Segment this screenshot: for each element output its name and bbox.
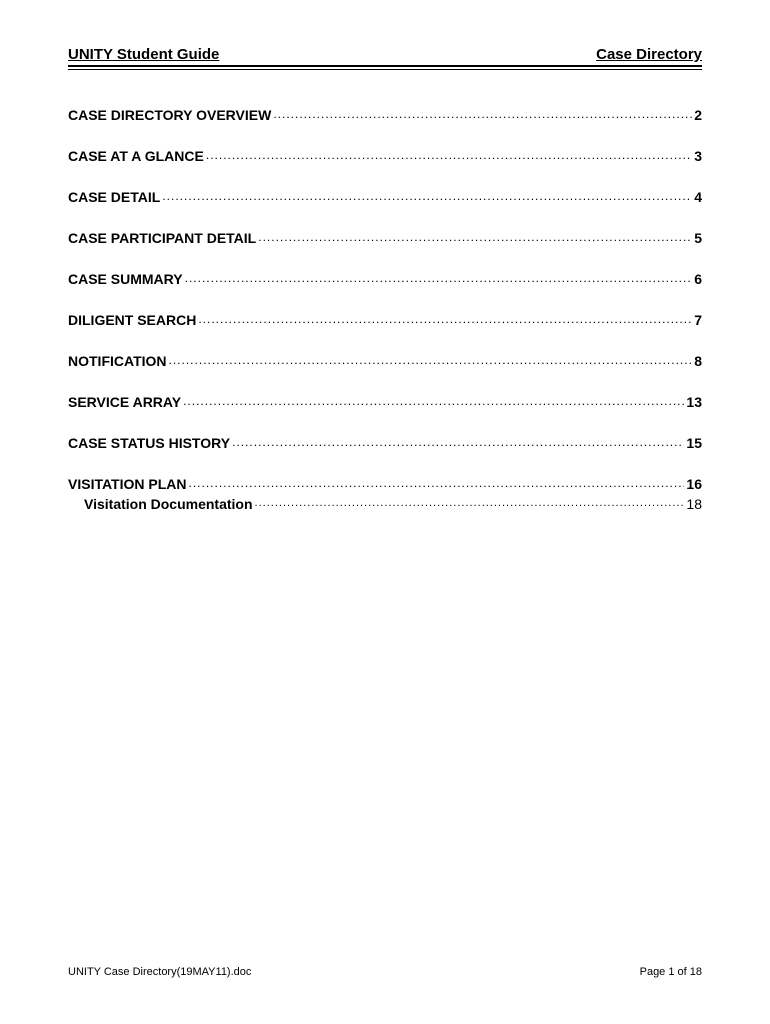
- toc-entry-title: NOTIFICATION: [68, 353, 167, 369]
- toc-entry-case-status-history[interactable]: [68, 434, 702, 454]
- toc-dot-leader: [232, 434, 684, 448]
- toc-dot-leader: [198, 311, 692, 325]
- toc-entry-page: 18: [686, 496, 702, 512]
- toc-entry-title: CASE DIRECTORY OVERVIEW: [68, 107, 272, 123]
- toc-entry-case-detail[interactable]: [68, 188, 702, 208]
- toc-entry-title: CASE DETAIL: [68, 189, 161, 205]
- toc-dot-leader: [169, 352, 693, 366]
- footer-page-number: Page 1 of 18: [639, 966, 702, 978]
- toc-entry-title: CASE AT A GLANCE: [68, 148, 204, 164]
- toc-dot-leader: [255, 495, 685, 509]
- toc-dot-leader: [206, 147, 692, 161]
- toc-entry-title: DILIGENT SEARCH: [68, 312, 197, 328]
- toc-entry-diligent-search[interactable]: [68, 311, 702, 331]
- toc-dot-leader: [185, 270, 693, 284]
- toc-entry-visitation-documentation[interactable]: [68, 495, 702, 515]
- header-section-title: Case Directory: [596, 46, 702, 63]
- toc-entry-service-array[interactable]: [68, 393, 702, 413]
- toc-dot-leader: [162, 188, 692, 202]
- page-footer: [68, 965, 702, 981]
- page-header: [68, 46, 702, 66]
- header-guide-title: UNITY Student Guide: [68, 46, 220, 63]
- toc-entry-title: CASE STATUS HISTORY: [68, 435, 231, 451]
- toc-entry-title: Visitation Documentation: [84, 496, 253, 512]
- footer-filename: UNITY Case Directory(19MAY11).doc: [68, 966, 252, 978]
- toc-entry-page: 3: [694, 148, 702, 164]
- toc-entry-page: 4: [694, 189, 702, 205]
- toc-entry-page: 6: [694, 271, 702, 287]
- header-rule-thick: [68, 65, 702, 67]
- toc-dot-leader: [273, 106, 692, 120]
- toc-entry-title: SERVICE ARRAY: [68, 394, 182, 410]
- toc-entry-page: 8: [694, 353, 702, 369]
- toc-entry-page: 7: [694, 312, 702, 328]
- toc-entry-notification[interactable]: [68, 352, 702, 372]
- toc-entry-page: 13: [686, 394, 702, 410]
- toc-entry-page: 2: [694, 107, 702, 123]
- toc-entry-visitation-plan[interactable]: [68, 475, 702, 495]
- toc-entry-title: VISITATION PLAN: [68, 476, 187, 492]
- toc-entry-case-at-a-glance[interactable]: [68, 147, 702, 167]
- toc-entry-case-directory-overview[interactable]: [68, 106, 702, 126]
- toc-entry-title: CASE PARTICIPANT DETAIL: [68, 230, 257, 246]
- toc-entry-case-participant-detail[interactable]: [68, 229, 702, 249]
- toc-entry-page: 16: [686, 476, 702, 492]
- toc-entry-title: CASE SUMMARY: [68, 271, 183, 287]
- toc-entry-page: 15: [686, 435, 702, 451]
- toc-entry-page: 5: [694, 230, 702, 246]
- toc-entry-case-summary[interactable]: [68, 270, 702, 290]
- table-of-contents: [68, 106, 702, 515]
- header-rule-thin: [68, 69, 702, 70]
- toc-dot-leader: [183, 393, 684, 407]
- toc-dot-leader: [258, 229, 692, 243]
- toc-dot-leader: [188, 475, 684, 489]
